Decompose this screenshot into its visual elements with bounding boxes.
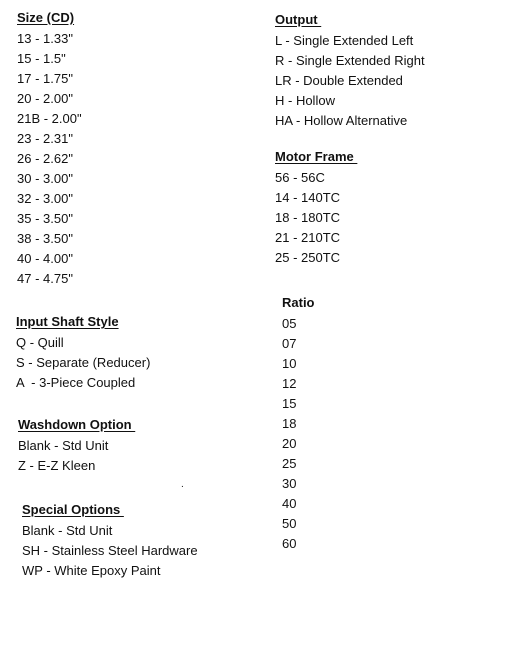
size-item: 30 - 3.00": [17, 171, 73, 186]
output-heading: Output: [275, 12, 322, 27]
special-options-item: WP - White Epoxy Paint: [22, 563, 161, 578]
input-shaft-section: [16, 313, 150, 393]
ratio-list: [282, 314, 315, 554]
motor-frame-section: [275, 148, 357, 268]
ratio-item: 05: [282, 316, 297, 331]
ratio-section: [282, 294, 315, 554]
size-heading: Size (CD): [17, 10, 75, 25]
motor-frame-heading: Motor Frame: [275, 149, 358, 164]
output-item: L - Single Extended Left: [275, 33, 414, 48]
ratio-item: 10: [282, 356, 297, 371]
ratio-item: 30: [282, 476, 297, 491]
output-section: [275, 11, 425, 131]
size-item: 15 - 1.5": [17, 51, 66, 66]
ratio-heading: Ratio: [282, 295, 315, 310]
ratio-item: 40: [282, 496, 297, 511]
output-item: H - Hollow: [275, 93, 335, 108]
size-item: 26 - 2.62": [17, 151, 73, 166]
input-shaft-heading: Input Shaft Style: [16, 314, 119, 329]
size-item: 32 - 3.00": [17, 191, 73, 206]
washdown-section: [18, 416, 135, 476]
size-item: 40 - 4.00": [17, 251, 73, 266]
input-shaft-item: A - 3-Piece Coupled: [16, 375, 136, 390]
input-shaft-item: S - Separate (Reducer): [16, 355, 151, 370]
ratio-item: 07: [282, 336, 297, 351]
output-item: HA - Hollow Alternative: [275, 113, 408, 128]
stray-mark: .: [181, 479, 184, 490]
motor-frame-item: 18 - 180TC: [275, 210, 341, 225]
special-options-heading: Special Options: [22, 502, 124, 517]
size-item: 21B - 2.00": [17, 111, 82, 126]
ratio-item: 20: [282, 436, 297, 451]
size-item: 35 - 3.50": [17, 211, 73, 226]
motor-frame-item: 56 - 56C: [275, 170, 325, 185]
special-options-list: [22, 521, 198, 581]
size-list: [17, 29, 82, 289]
washdown-item: Z - E-Z Kleen: [18, 458, 96, 473]
size-item: 23 - 2.31": [17, 131, 73, 146]
special-options-section: [22, 501, 198, 581]
output-item: LR - Double Extended: [275, 73, 403, 88]
size-item: 20 - 2.00": [17, 91, 73, 106]
ratio-item: 15: [282, 396, 297, 411]
size-item: 47 - 4.75": [17, 271, 73, 286]
motor-frame-list: [275, 168, 357, 268]
size-item: 13 - 1.33": [17, 31, 73, 46]
ratio-item: 60: [282, 536, 297, 551]
output-item: R - Single Extended Right: [275, 53, 425, 68]
size-item: 38 - 3.50": [17, 231, 73, 246]
ratio-item: 25: [282, 456, 297, 471]
motor-frame-item: 14 - 140TC: [275, 190, 341, 205]
washdown-heading: Washdown Option: [18, 417, 136, 432]
ratio-item: 50: [282, 516, 297, 531]
motor-frame-item: 25 - 250TC: [275, 250, 341, 265]
size-item: 17 - 1.75": [17, 71, 73, 86]
special-options-item: Blank - Std Unit: [22, 523, 113, 538]
output-list: [275, 31, 425, 131]
washdown-item: Blank - Std Unit: [18, 438, 109, 453]
input-shaft-list: [16, 333, 150, 393]
special-options-item: SH - Stainless Steel Hardware: [22, 543, 198, 558]
ratio-item: 18: [282, 416, 297, 431]
washdown-list: [18, 436, 135, 476]
motor-frame-item: 21 - 210TC: [275, 230, 341, 245]
ratio-item: 12: [282, 376, 297, 391]
input-shaft-item: Q - Quill: [16, 335, 64, 350]
size-section: [17, 9, 82, 289]
